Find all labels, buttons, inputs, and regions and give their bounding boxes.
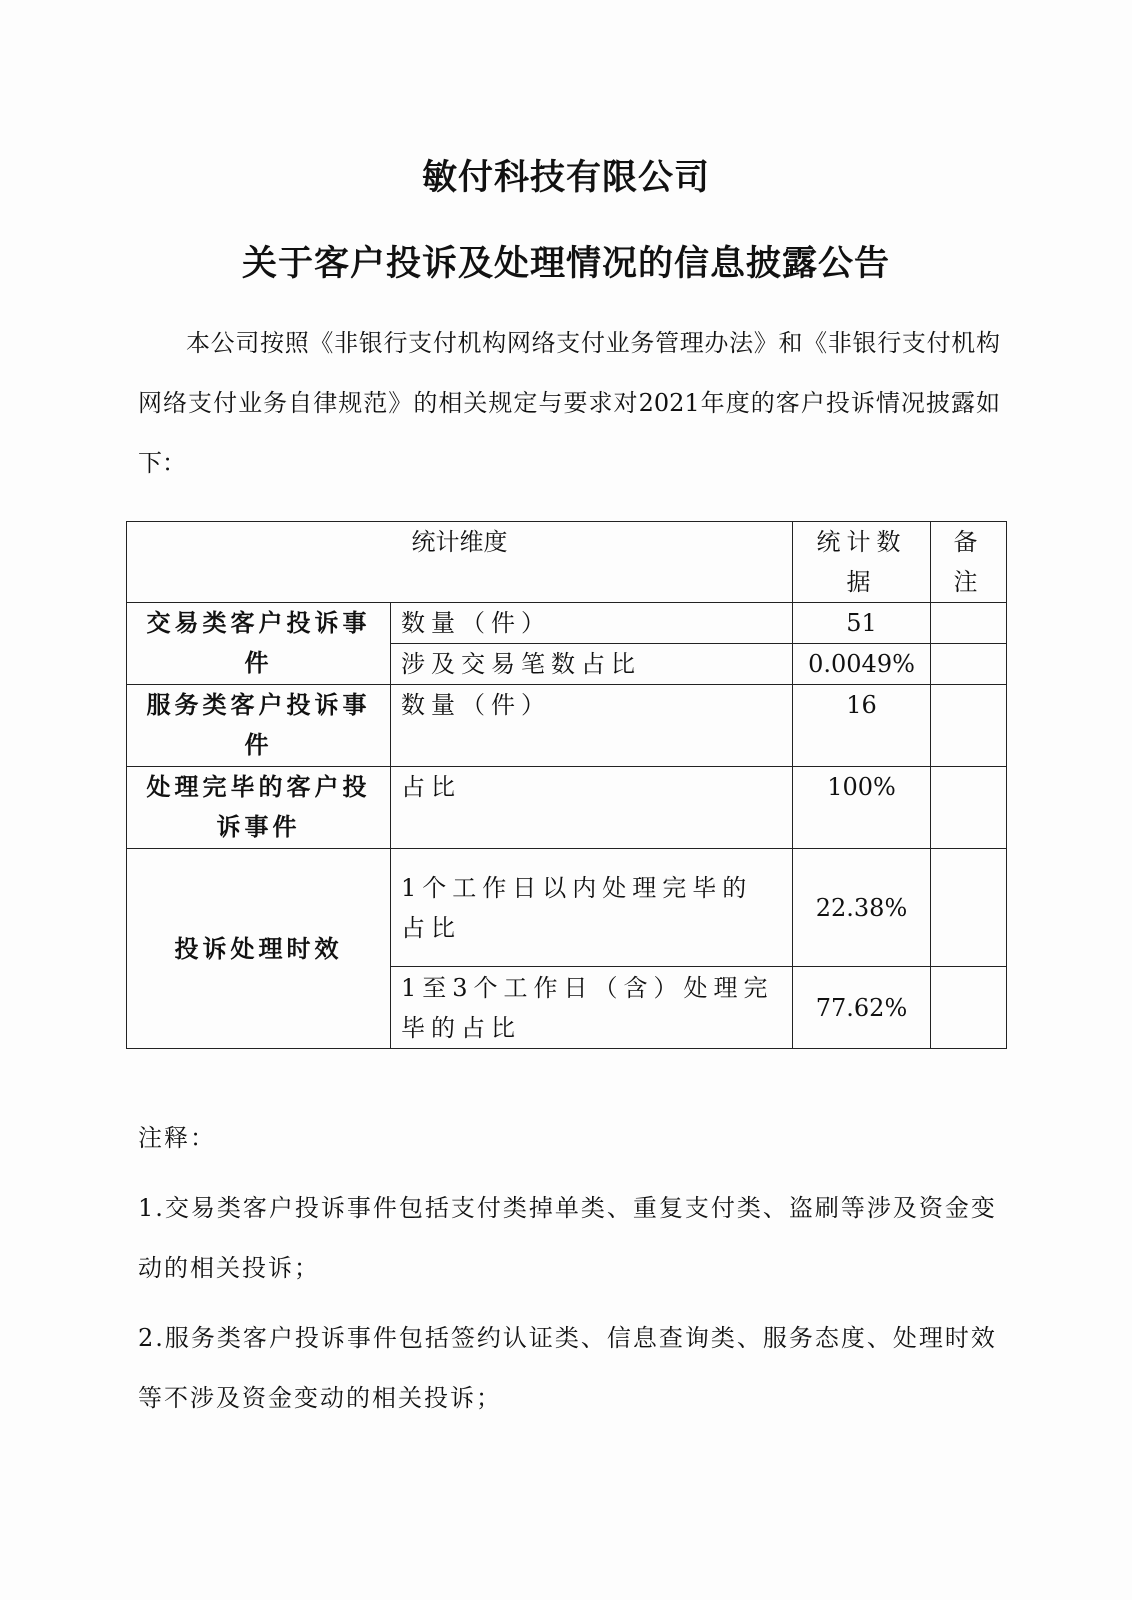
remark-cell — [931, 849, 1007, 967]
remark-cell — [931, 767, 1007, 849]
table-row — [127, 603, 1007, 644]
trade-ratio-value: 0.0049% — [793, 644, 931, 685]
table-header-row — [127, 522, 1007, 603]
header-data: 统计数据 — [793, 522, 931, 603]
header-remark: 备注 — [931, 522, 1007, 603]
company-title: 敏付科技有限公司 — [421, 158, 710, 198]
notes-section — [138, 1108, 1000, 1438]
note-item-2: 2.服务类客户投诉事件包括签约认证类、信息查询类、服务态度、处理时效等不涉及资金变动的相关投诉； — [138, 1324, 997, 1412]
within1-label: 1个工作日以内处理完毕的占比 — [391, 849, 793, 967]
trade-count-label: 数量（件） — [391, 603, 793, 644]
within3-value: 77.62% — [793, 967, 931, 1049]
notes-heading: 注释： — [138, 1124, 216, 1152]
within1-value: 22.38% — [793, 849, 931, 967]
remark-cell — [931, 967, 1007, 1049]
note-item-1: 1.交易类客户投诉事件包括支付类掉单类、重复支付类、盗刷等涉及资金变动的相关投诉； — [138, 1194, 997, 1282]
trade-count-value: 51 — [793, 603, 931, 644]
remark-cell — [931, 603, 1007, 644]
table-row — [127, 767, 1007, 849]
complaint-statistics-table — [126, 521, 1007, 1049]
table-row — [127, 685, 1007, 767]
remark-cell — [931, 685, 1007, 767]
handled-category-cell: 处理完毕的客户投诉事件 — [127, 767, 391, 849]
trade-ratio-label: 涉及交易笔数占比 — [391, 644, 793, 685]
service-count-value: 16 — [793, 685, 931, 767]
announcement-title: 关于客户投诉及处理情况的信息披露公告 — [241, 244, 890, 284]
intro-paragraph: 本公司按照《非银行支付机构网络支付业务管理办法》和《非银行支付机构网络支付业务自律规范》的相关规定与要求对2021年度的客户投诉情况披露如下： — [138, 329, 1000, 477]
handled-label: 占比 — [391, 767, 793, 849]
service-category-cell: 服务类客户投诉事件 — [127, 685, 391, 767]
handled-value: 100% — [793, 767, 931, 849]
header-dimension: 统计维度 — [127, 522, 793, 603]
table-row — [127, 849, 1007, 967]
remark-cell — [931, 644, 1007, 685]
timeliness-category-cell: 投诉处理时效 — [127, 849, 391, 1049]
trade-category-cell: 交易类客户投诉事件 — [127, 603, 391, 685]
service-count-label: 数量（件） — [391, 685, 793, 767]
within3-label: 1至3个工作日（含）处理完毕的占比 — [391, 967, 793, 1049]
